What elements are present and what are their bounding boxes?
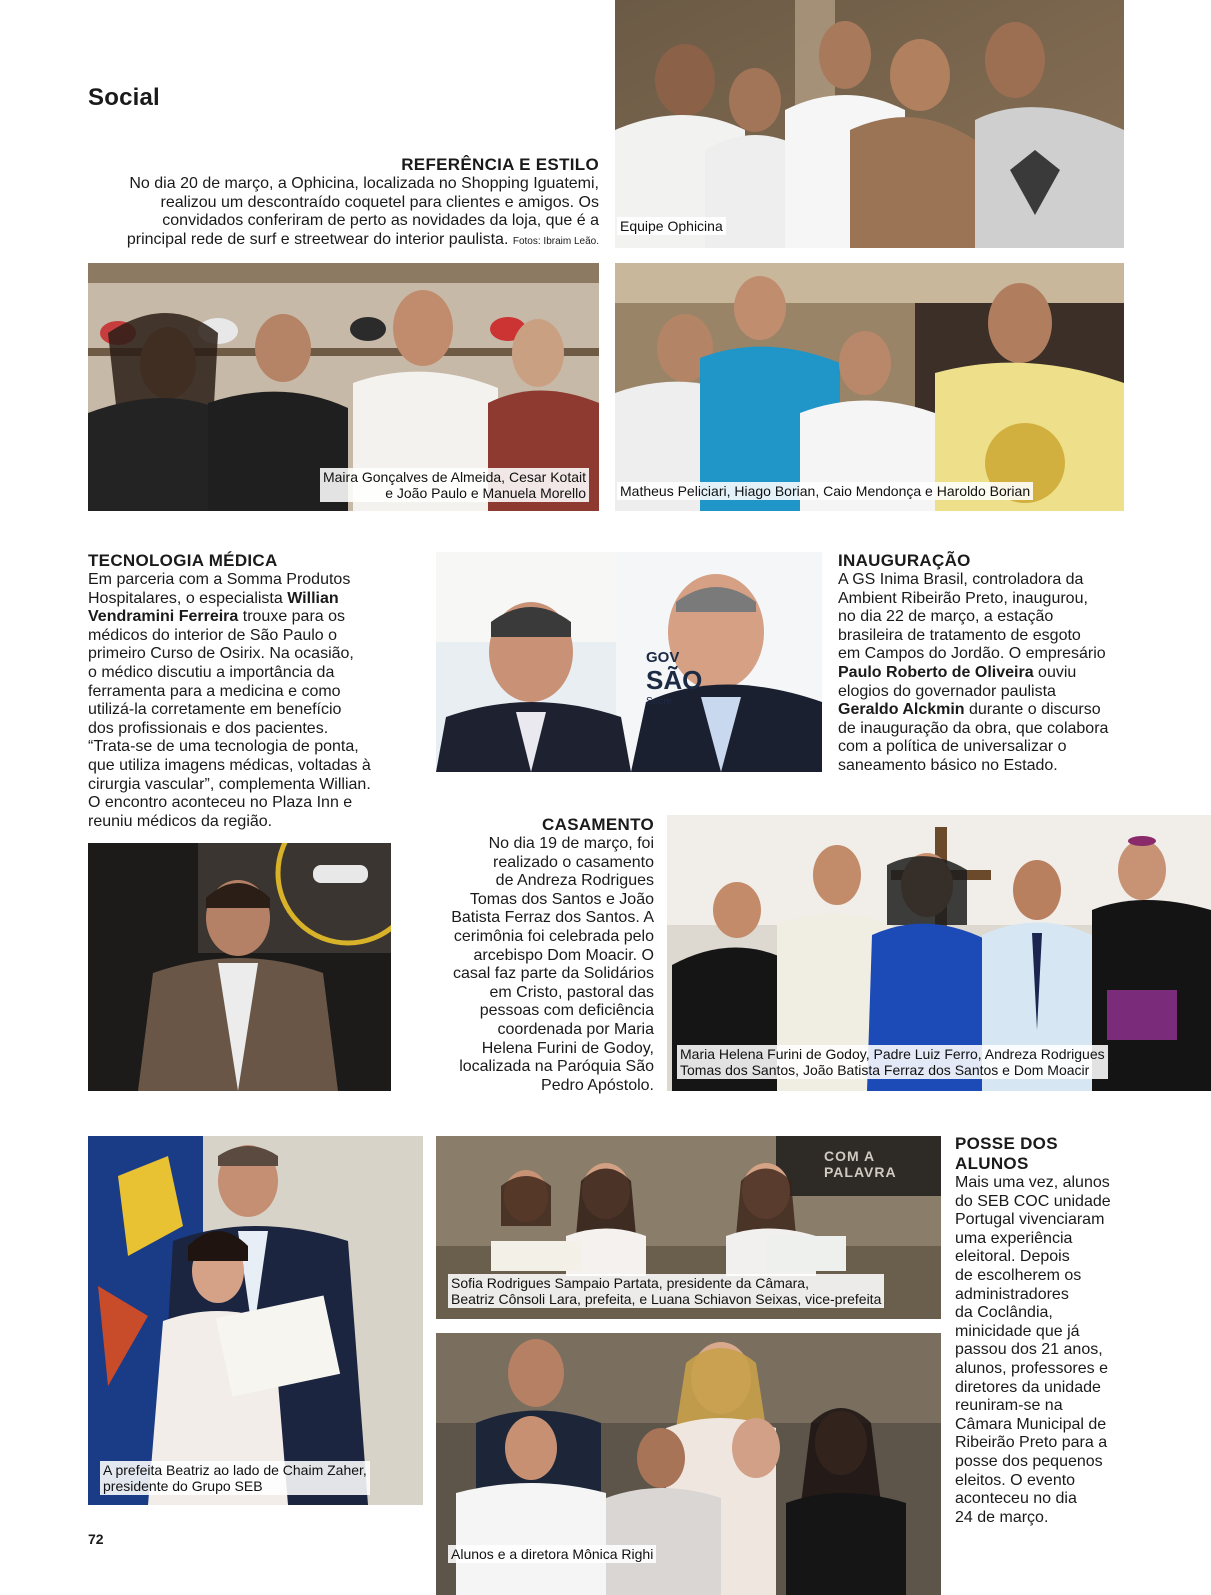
posse-line: posse dos pequenos	[955, 1452, 1103, 1470]
inauguracao-line	[838, 664, 1138, 683]
inauguracao-line: Ambient Ribeirão Preto, inaugurou,	[838, 589, 1088, 607]
inauguracao-line: brasileira de tratamento de esgoto	[838, 626, 1081, 644]
photo-caption-line: e João Paulo e Manuela Morello	[385, 485, 586, 501]
tecnologia-line	[88, 590, 408, 609]
photo-alckmin	[436, 552, 822, 772]
posse-line: minicidade que já	[955, 1322, 1080, 1340]
photo-equipe-ophicina	[615, 0, 1124, 248]
posse-line: eleitos. O evento	[955, 1471, 1076, 1489]
tecnologia-line: O encontro aconteceu no Plaza Inn e	[88, 794, 353, 812]
government-sign	[646, 650, 702, 710]
photo-caption	[100, 1461, 370, 1495]
photo-caption	[677, 1045, 1108, 1079]
photo-prefeita-chaim	[88, 1136, 423, 1505]
posse-line: Mais uma vez, alunos	[955, 1174, 1110, 1191]
photo-willian	[88, 843, 391, 1091]
referencia-heading: REFERÊNCIA E ESTILO	[401, 155, 599, 174]
posse-line: Ribeirão Preto para a	[955, 1434, 1108, 1452]
photo-casamento	[667, 815, 1211, 1091]
posse-line: reuniram-se na	[955, 1397, 1063, 1415]
posse-line: passou dos 21 anos,	[955, 1341, 1103, 1359]
referencia-line: realizou um descontraído coquetel para clientes e amigos. Os	[160, 193, 599, 211]
referencia-block	[88, 155, 599, 251]
tecnologia-text-span: Hospitalares, o especialista	[88, 589, 288, 607]
casamento-line: coordenada por Maria	[497, 1020, 654, 1038]
casamento-text	[420, 835, 654, 1095]
photo-caption	[320, 468, 589, 502]
casamento-line: pessoas com deficiência	[479, 1002, 654, 1020]
inauguracao-line: em Campos do Jordão. O empresário	[838, 645, 1106, 663]
photo-caption-line: presidente do Grupo SEB	[103, 1478, 263, 1494]
tecnologia-line: primeiro Curso de Osirix. Na ocasião,	[88, 645, 354, 663]
casamento-line: cerimônia foi celebrada pelo	[453, 927, 654, 945]
inauguracao-line: saneamento básico no Estado.	[838, 756, 1058, 774]
tecnologia-line: que utiliza imagens médicas, voltadas à	[88, 756, 371, 774]
tecnologia-line: “Trata-se de uma tecnologia de ponta,	[88, 738, 359, 756]
casamento-line: Pedro Apóstolo.	[541, 1076, 654, 1094]
posse-line: uma experiência	[955, 1229, 1073, 1247]
tecnologia-line: utilizá-la corretamente em benefício	[88, 701, 342, 719]
camara-sign: COM A PALAVRA	[824, 1148, 897, 1180]
casamento-line: realizado o casamento	[493, 853, 654, 871]
tecnologia-line: médicos do interior de São Paulo o	[88, 626, 338, 644]
posse-line: eleitoral. Depois	[955, 1248, 1070, 1266]
casamento-line: arcebispo Dom Moacir. O	[473, 946, 654, 964]
photo-caption-line: Beatriz Cônsoli Lara, prefeita, e Luana Schiavon Seixas, vice-prefeita	[451, 1291, 882, 1307]
photo-caption-line: Tomas dos Santos, João Batista Ferraz dos Santos e Dom Moacir	[680, 1062, 1090, 1078]
posse-line: de escolherem os	[955, 1266, 1082, 1284]
posse-line: 24 de março.	[955, 1508, 1049, 1526]
sign-text: SÃO	[646, 665, 703, 695]
tecnologia-line: dos profissionais e dos pacientes.	[88, 719, 329, 737]
sign-text: Secre	[646, 696, 673, 707]
sign-text: GOV	[646, 649, 680, 666]
tecnologia-block	[88, 551, 408, 831]
photo-caption: Matheus Peliciari, Hiago Borian, Caio Mendonça e Haroldo Borian	[617, 482, 1033, 500]
inauguracao-text-span: durante o discurso	[964, 701, 1101, 719]
casamento-line: em Cristo, pastoral das	[489, 983, 654, 1001]
posse-text	[955, 1174, 1135, 1527]
posse-line: administradores	[955, 1285, 1069, 1303]
casamento-line: localizada na Paróquia São	[459, 1058, 654, 1076]
photo-credit: Fotos: Ibraim Leão.	[512, 235, 599, 247]
section-title: Social	[88, 84, 160, 111]
photo-caption-line: A prefeita Beatriz ao lado de Chaim Zaher,	[103, 1462, 367, 1478]
tecnologia-line: cirurgia vascular”, complementa Willian.	[88, 775, 371, 793]
posse-line: aconteceu no dia	[955, 1490, 1077, 1508]
inauguracao-line: no dia 22 de março, a estação	[838, 608, 1054, 626]
inauguracao-line: com a política de universalizar o	[838, 738, 1067, 756]
person-name: Willian	[287, 589, 339, 607]
referencia-line: convidados conferiram de perto as novidades da loja, que é a	[162, 212, 599, 230]
tecnologia-line: ferramenta para a medicina e como	[88, 682, 341, 700]
photo-caption	[448, 1274, 884, 1308]
tecnologia-line: Em parceria com a Somma Produtos	[88, 571, 351, 588]
casamento-line: Tomas dos Santos e João	[469, 890, 654, 908]
casamento-line: Helena Furini de Godoy,	[481, 1039, 654, 1057]
inauguracao-line	[838, 701, 1138, 720]
inauguracao-line: elogios do governador paulista	[838, 682, 1056, 700]
photo-caption-line: Maria Helena Furini de Godoy, Padre Luiz Ferro, Andreza Rodrigues	[680, 1046, 1105, 1062]
inauguracao-text-span: ouviu	[1033, 663, 1077, 681]
referencia-line: No dia 20 de março, a Ophicina, localizada no Shopping Iguatemi,	[129, 175, 599, 192]
photo-caption-line: Sofia Rodrigues Sampaio Partata, presidente da Câmara,	[451, 1275, 809, 1291]
casamento-line: de Andreza Rodrigues	[495, 872, 654, 890]
tecnologia-heading: TECNOLOGIA MÉDICA	[88, 551, 278, 570]
posse-line: alunos, professores e	[955, 1359, 1108, 1377]
inauguracao-line: de inauguração da obra, que colabora	[838, 719, 1109, 737]
casamento-heading: CASAMENTO	[542, 815, 654, 834]
photo-caption-line: Maira Gonçalves de Almeida, Cesar Kotait	[322, 469, 586, 485]
casamento-block	[420, 815, 654, 1095]
photo-caption: Alunos e a diretora Mônica Righi	[448, 1545, 656, 1563]
inauguracao-line: A GS Inima Brasil, controladora da	[838, 571, 1084, 588]
photo-caption: Equipe Ophicina	[617, 217, 726, 235]
posse-line: Câmara Municipal de	[955, 1415, 1107, 1433]
tecnologia-line: o médico discutiu a importância da	[88, 663, 335, 681]
referencia-text	[88, 175, 599, 251]
referencia-line-text: principal rede de surf e streetwear do interior paulista.	[126, 230, 509, 248]
photo-alunos-diretora	[436, 1333, 941, 1595]
casamento-line: casal faz parte da Solidários	[453, 965, 654, 983]
posse-line: da Coclândia,	[955, 1304, 1053, 1322]
photo-matheus-hiago-caio-haroldo	[615, 263, 1124, 511]
inauguracao-heading: INAUGURAÇÃO	[838, 551, 971, 570]
tecnologia-line: reuniu médicos da região.	[88, 812, 273, 830]
tecnologia-text	[88, 571, 408, 831]
page-number: 72	[88, 1531, 104, 1547]
casamento-line: No dia 19 de março, foi	[488, 835, 654, 852]
photo-maira-cesar-joao-manuela	[88, 263, 599, 511]
photo-camara	[436, 1136, 941, 1319]
posse-heading: POSSE DOS ALUNOS	[955, 1134, 1058, 1173]
inauguracao-block	[838, 551, 1138, 776]
tecnologia-line	[88, 608, 408, 627]
posse-line: diretores da unidade	[955, 1378, 1101, 1396]
posse-block	[955, 1134, 1135, 1527]
person-name: Geraldo Alckmin	[838, 701, 965, 719]
casamento-line: Batista Ferraz dos Santos. A	[451, 909, 654, 927]
tecnologia-text-span: trouxe para os	[238, 608, 346, 626]
person-name: Paulo Roberto de Oliveira	[838, 663, 1034, 681]
person-name: Vendramini Ferreira	[88, 608, 239, 626]
referencia-line	[88, 231, 599, 252]
posse-line: Portugal vivenciaram	[955, 1211, 1105, 1229]
inauguracao-text	[838, 571, 1138, 776]
posse-line: do SEB COC unidade	[955, 1192, 1111, 1210]
